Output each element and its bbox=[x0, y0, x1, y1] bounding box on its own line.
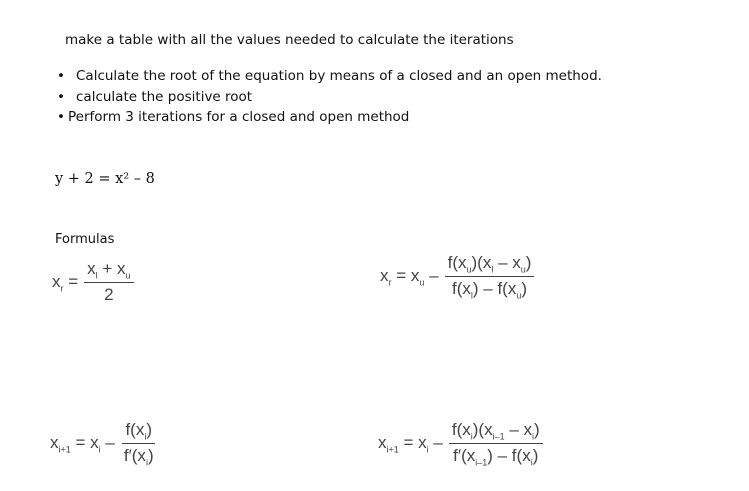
bullet-icon: • bbox=[57, 68, 65, 84]
bullet-icon: • bbox=[57, 88, 65, 105]
formula-fraction bbox=[84, 259, 133, 305]
list-item bbox=[55, 107, 602, 128]
formula-denominator: $f'(x_{i-1}) - f(x_i)$ bbox=[453, 446, 539, 468]
formula-lhs: $x_r$ = bbox=[52, 271, 79, 293]
secant-formula bbox=[378, 420, 543, 468]
formula-denominator: 2 bbox=[104, 285, 114, 305]
formulas-heading: Formulas bbox=[55, 232, 115, 247]
bullet-text: calculate the positive root bbox=[76, 88, 253, 105]
formula-lhs: $x_{i+1} = x_i$ – bbox=[50, 433, 115, 455]
task-instruction: make a table with all the values needed to calculate the iterations bbox=[65, 32, 514, 48]
list-item bbox=[55, 66, 602, 87]
bullet-text: Perform 3 iterations for a closed and open method bbox=[68, 109, 410, 125]
bullet-text: Calculate the root of the equation by means of a closed and an open method. bbox=[76, 68, 602, 84]
bullet-icon: • bbox=[57, 109, 65, 125]
formula-denominator: $f(x_l) - f(x_u)$ bbox=[452, 279, 528, 301]
formula-numerator: $f(x_i)$ bbox=[122, 420, 155, 444]
formula-denominator: $f'(x_i)$ bbox=[123, 446, 154, 468]
formula-lhs: $x_{i+1} = x_i$ – bbox=[378, 433, 443, 455]
newton-raphson-formula bbox=[50, 420, 157, 468]
bisection-formula bbox=[52, 259, 134, 305]
formula-fraction bbox=[449, 420, 543, 468]
bullet-list bbox=[55, 66, 602, 128]
formula-lhs: $x_r = x_u$ – bbox=[380, 266, 439, 288]
formula-fraction bbox=[121, 420, 157, 468]
formula-numerator: $f(x_i)(x_{i-1} - x_i)$ bbox=[449, 420, 543, 444]
list-item bbox=[55, 87, 602, 108]
formula-numerator: $f(x_u)(x_l - x_u)$ bbox=[445, 253, 535, 277]
false-position-formula bbox=[380, 253, 534, 301]
equation: y + 2 = x² – 8 bbox=[55, 171, 155, 187]
formula-numerator: $x_l + x_u$ bbox=[84, 259, 133, 283]
formula-fraction bbox=[445, 253, 535, 301]
